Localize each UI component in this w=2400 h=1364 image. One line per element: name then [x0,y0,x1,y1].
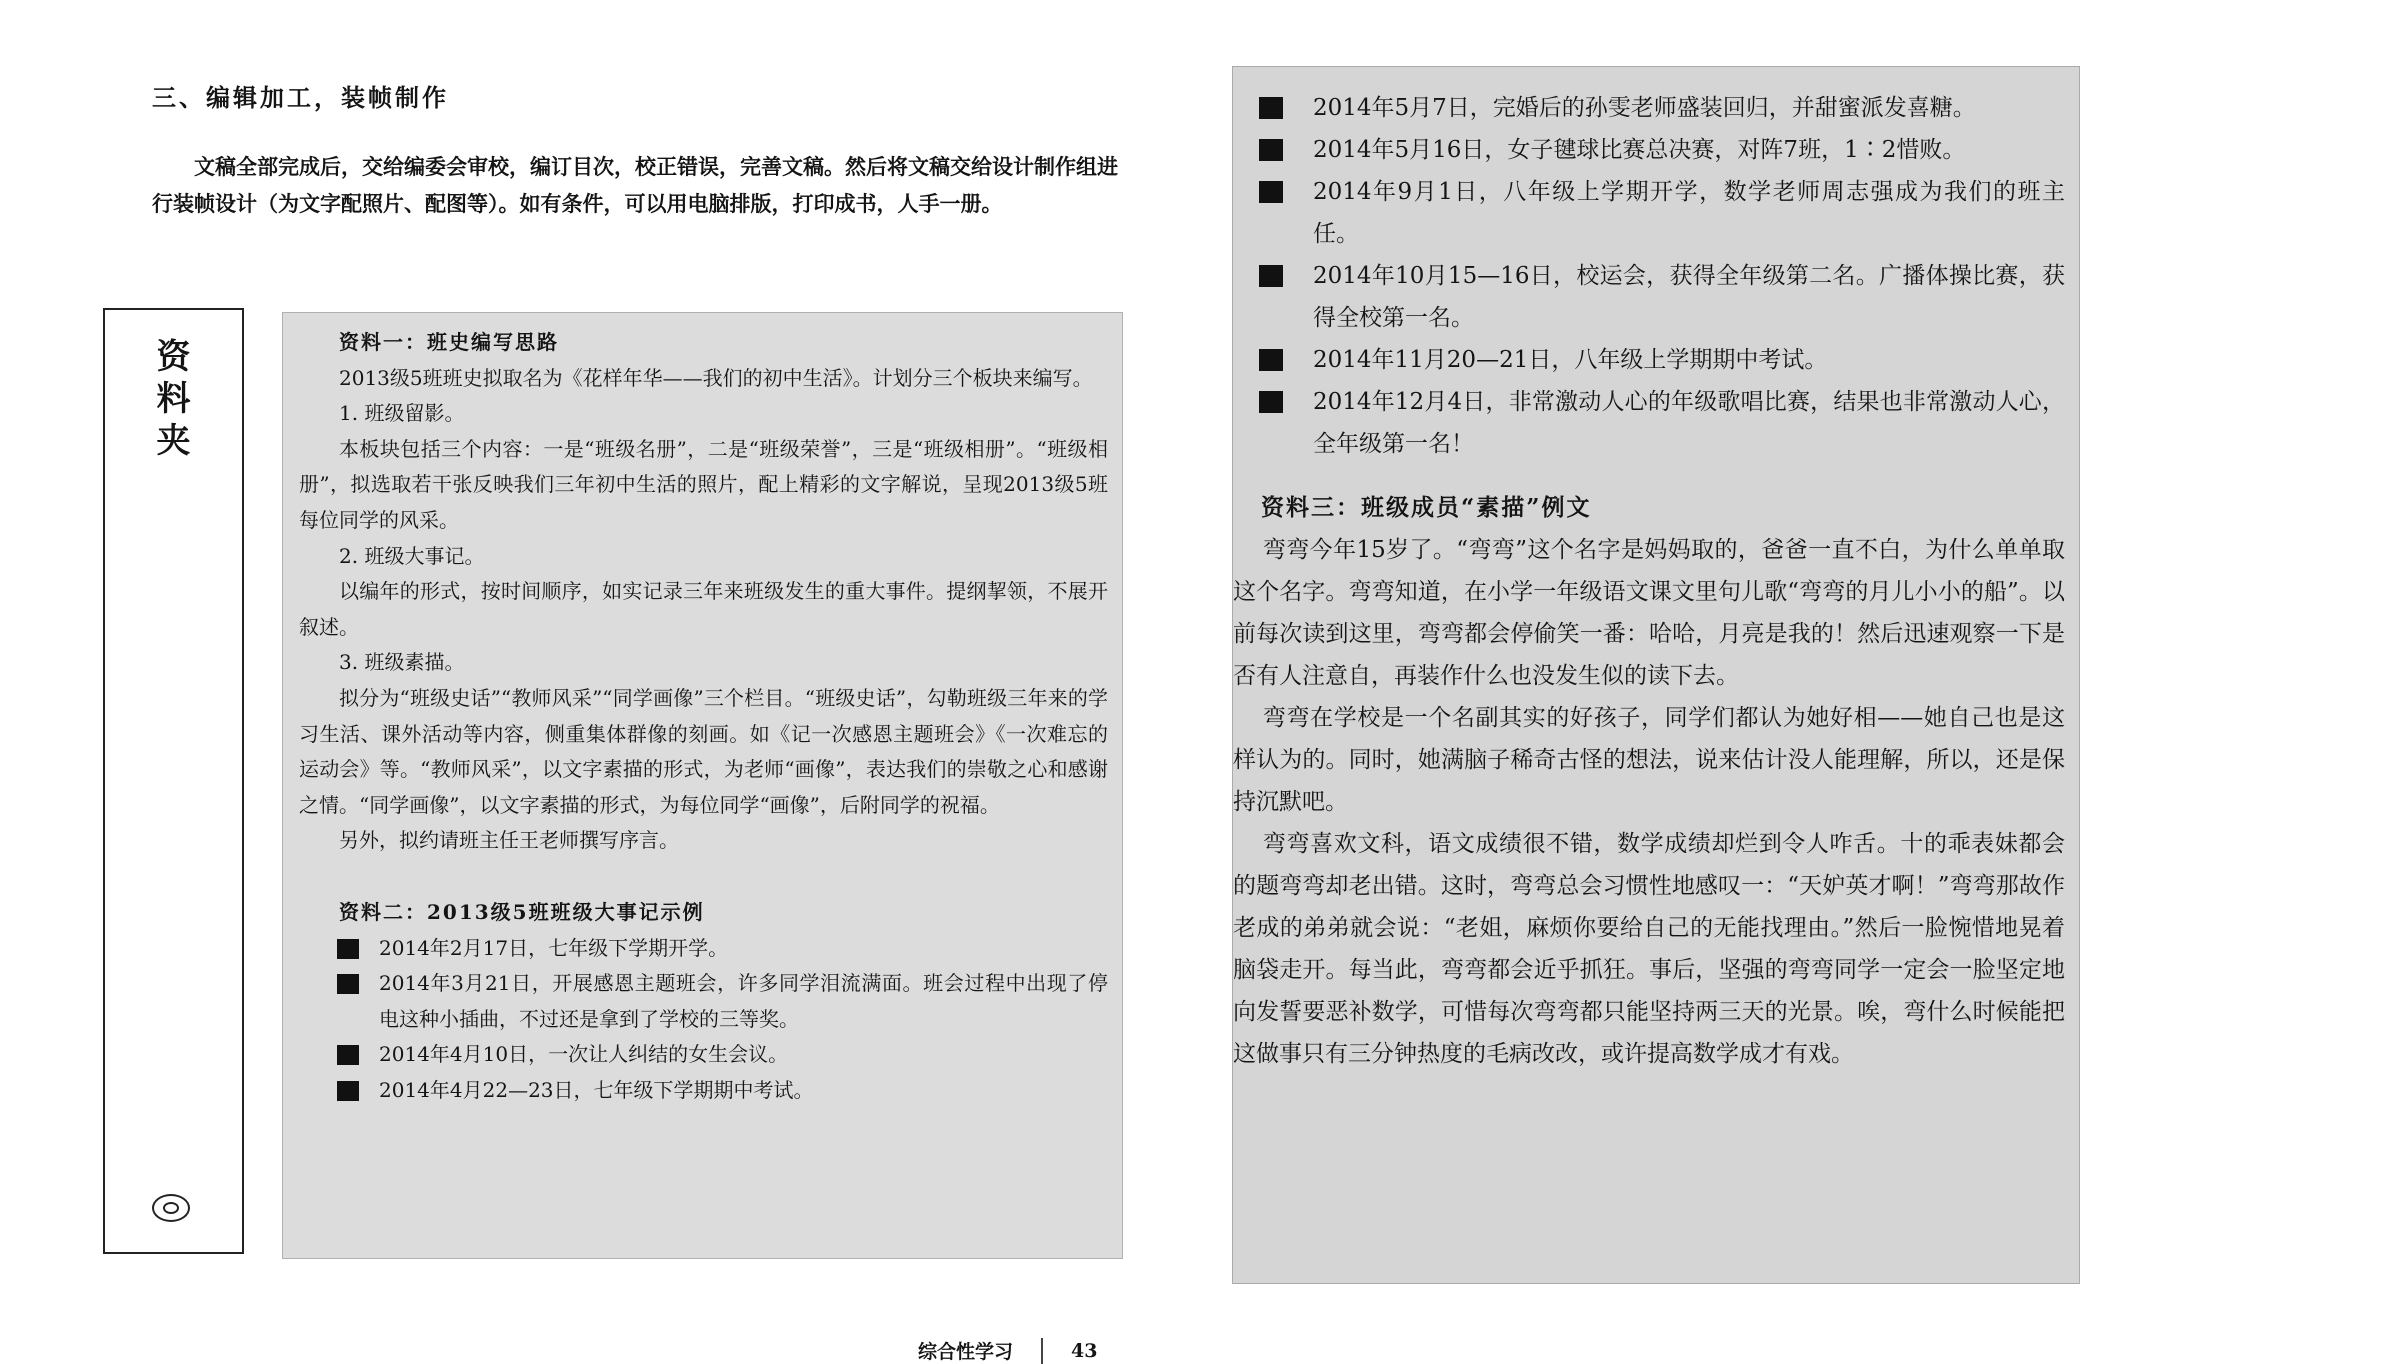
event-item [299,966,1108,1037]
material-box-right [1232,66,2080,1284]
page-number: 43 [1071,1339,1098,1362]
event-text: 2014年12月4日，非常激动人心的年级歌唱比赛，结果也非常激动人心，全年级第一名！ [1313,389,2065,457]
square-bullet-icon [337,939,359,959]
material1-paragraph: 拟分为“班级史话”“教师风采”“同学画像”三个栏目。“班级史话”，勾勒班级三年来的学习生活、课外活动等内容，侧重集体群像的刻画。如《记一次感恩主题班会》《一次难忘的运动会》等。“教师风采”，以文字素描的形式，为老师“画像”，表达我们的崇敬之心和感谢之情。“同学画像”，以文字素描的形式，为每位同学“画像”，后附同学的祝福。 [299,685,1108,817]
page-footer [918,1337,1097,1364]
square-bullet-icon [1259,349,1283,371]
square-bullet-icon [1259,265,1283,287]
material1-paragraph: 2. 班级大事记。 [339,543,485,568]
square-bullet-icon [1259,97,1283,119]
event-text: 2014年2月17日，七年级下学期开学。 [379,935,729,960]
event-item [1233,339,2065,381]
event-item [1233,171,2065,255]
material2-title: 资料二：2013级5班班级大事记示例 [339,899,705,924]
material1-paragraph: 3. 班级素描。 [339,650,465,675]
footer-section-label: 综合性学习 [918,1341,1014,1363]
event-text: 2014年4月10日，一次让人纠结的女生会议。 [379,1042,789,1067]
event-text: 2014年5月16日，女子毽球比赛总决赛，对阵7班，1∶2惜败。 [1313,137,1966,163]
event-item [299,1037,1108,1073]
square-bullet-icon [337,1045,359,1065]
material1-paragraph: 1. 班级留影。 [339,401,465,426]
event-text: 2014年9月1日，八年级上学期开学，数学老师周志强成为我们的班主任。 [1313,179,2065,247]
event-text: 2014年11月20—21日，八年级上学期期中考试。 [1313,347,1828,373]
intro-text: 文稿全部完成后，交给编委会审校，编订目次，校正错误，完善文稿。然后将文稿交给设计制作组进行装帧设计（为文字配照片、配图等）。如有条件，可以用电脑排版，打印成书，人手一册。 [152,154,1118,216]
square-bullet-icon [1259,139,1283,161]
folder-ring-icon [152,1194,190,1222]
material3-paragraph: 弯弯今年15岁了。“弯弯”这个名字是妈妈取的，爸爸一直不白，为什么单单取这个名字。弯弯知道，在小学一年级语文课文里句儿歌“弯弯的月儿小小的船”。以前每次读到这里，弯弯都会停偷笑一番：哈哈，月亮是我的！然后迅速观察一下是否有人注意自，再装作什么也没发生似的读下去。 [1233,537,2065,689]
square-bullet-icon [337,1081,359,1101]
material3-title: 资料三：班级成员“素描”例文 [1261,494,1592,521]
event-text: 2014年5月7日，完婚后的孙雯老师盛装回归，并甜蜜派发喜糖。 [1313,95,1976,121]
material3-paragraph: 弯弯在学校是一个名副其实的好孩子，同学们都认为她好相——她自己也是这样认为的。同时，她满脑子稀奇古怪的想法，说来估计没人能理解，所以，还是保持沉默吧。 [1233,705,2065,815]
material1-paragraph: 本板块包括三个内容：一是“班级名册”，二是“班级荣誉”，三是“班级相册”。“班级相册”，拟选取若干张反映我们三年初中生活的照片，配上精彩的文字解说，呈现2013级5班每位同学的风采。 [299,436,1108,532]
event-text: 2014年4月22—23日，七年级下学期期中考试。 [379,1077,814,1102]
event-item [1233,87,2065,129]
material1-paragraph: 以编年的形式，按时间顺序，如实记录三年来班级发生的重大事件。提纲挈领，不展开叙述。 [299,579,1108,639]
material-folder-tab [103,308,244,1254]
folder-label-char: 资 [156,337,191,377]
square-bullet-icon [1259,391,1283,413]
event-item [1233,129,2065,171]
square-bullet-icon [1259,181,1283,203]
footer-divider [1041,1338,1043,1364]
event-text: 2014年10月15—16日，校运会，获得全年级第二名。广播体操比赛，获得全校第一名。 [1313,263,2065,331]
intro-paragraph [152,148,1127,222]
folder-label-char: 料 [156,379,191,419]
material1-paragraph: 另外，拟约请班主任王老师撰写序言。 [339,828,679,853]
event-item [1233,381,2065,465]
section-heading: 三、编辑加工，装帧制作 [152,83,449,112]
event-item [1233,255,2065,339]
event-text: 2014年3月21日，开展感恩主题班会，许多同学泪流满面。班会过程中出现了停电这种小插曲，不过还是拿到了学校的三等奖。 [379,971,1108,1031]
folder-label-char: 夹 [156,421,191,461]
material1-title: 资料一：班史编写思路 [339,330,559,354]
event-item [299,931,1108,967]
square-bullet-icon [337,974,359,994]
material1-paragraph: 2013级5班班史拟取名为《花样年华——我们的初中生活》。计划分三个板块来编写。 [339,365,1093,390]
material3-paragraph: 弯弯喜欢文科，语文成绩很不错，数学成绩却烂到令人咋舌。十的乖表妹都会的题弯弯却老出错。这时，弯弯总会习惯性地感叹一：“天妒英才啊！”弯弯那故作老成的弟弟就会说：“老姐，麻烦你要给自己的无能找理由。”然后一脸惋惜地晃着脑袋走开。每当此，弯弯都会近乎抓狂。事后，坚强的弯弯同学一定会一脸坚定地向发誓要恶补数学，可惜每次弯弯都只能坚持两三天的光景。唉，弯什么时候能把这做事只有三分钟热度的毛病改改，或许提高数学成才有戏。 [1233,831,2065,1067]
material-box-left [282,312,1123,1259]
event-item [299,1073,1108,1109]
folder-label [105,336,242,462]
